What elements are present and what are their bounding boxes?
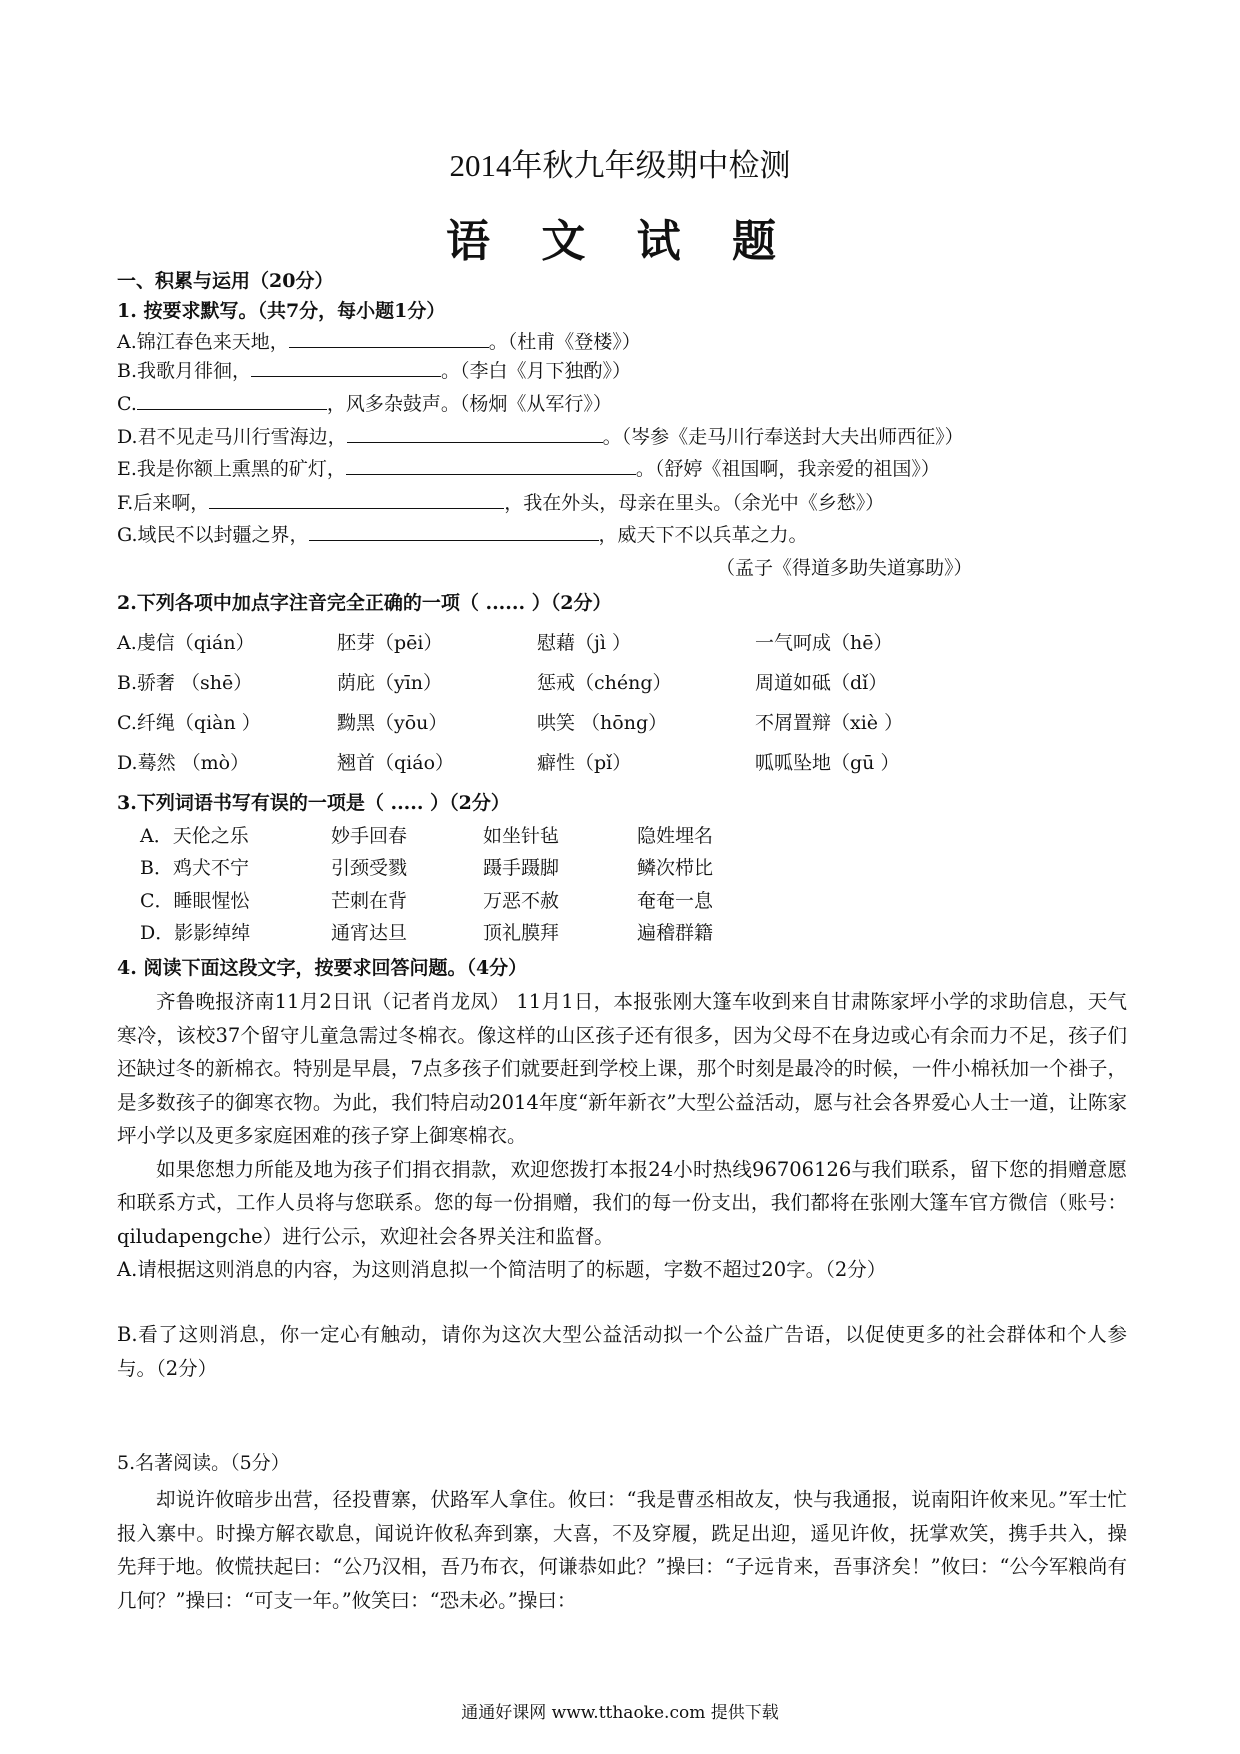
q1-item-g-text: G.域民不以封疆之界， xyxy=(117,524,309,546)
q4-passage-paragraph-2: 如果您想力所能及地为孩子们捐衣捐款，欢迎您拨打本报24小时热线96706126与我们联系，留下您的捐赠意愿和联系方式，工作人员将与您联系。您的每一份捐赠，我们的每一份支出，我们都将在张刚大篷车官方微信（账号：qiludapengche）进行公示，欢迎社会各界关注和监督。 xyxy=(117,1157,1127,1248)
q3-option-b-word3: 蹑手蹑脚 xyxy=(483,857,560,879)
q1-heading: 1. 按要求默写。（共7分，每小题1分） xyxy=(117,300,446,322)
q3-option-d-word4: 遍稽群籍 xyxy=(637,922,714,944)
q1-item-e-source: 。（舒婷《祖国啊，我亲爱的祖国》） xyxy=(635,458,940,480)
q4-heading: 4. 阅读下面这段文字，按要求回答问题。（4分） xyxy=(117,957,528,979)
q1-item-a-text: A.锦江春色来天地， xyxy=(117,331,289,353)
answer-blank[interactable] xyxy=(251,358,441,377)
answer-blank[interactable] xyxy=(289,329,489,348)
q3-option-a-word2: 妙手回春 xyxy=(331,825,408,847)
q3-option-a: A．天伦之乐 xyxy=(140,825,249,847)
subject-title: 语 文 试 题 xyxy=(446,216,794,267)
q1-item-e-text: E.我是你额上熏黑的矿灯， xyxy=(117,458,346,480)
q1-item-d-text: D.君不见走马川行雪海边， xyxy=(117,426,347,448)
exam-title: 2014年秋九年级期中检测 xyxy=(449,148,791,183)
q3-option-a-word4: 隐姓埋名 xyxy=(637,825,714,847)
q1-item-b-source: 。（李白《月下独酌》） xyxy=(441,360,632,382)
q1-item-g xyxy=(117,522,808,548)
q2-option-d-word4: 呱呱坠地（gū ） xyxy=(755,752,900,774)
q3-option-d-word3: 顶礼膜拜 xyxy=(483,922,560,944)
q4-passage xyxy=(117,985,1127,1253)
q3-option-c-word2: 芒刺在背 xyxy=(331,890,408,912)
q1-item-e xyxy=(117,456,940,482)
q4-question-b: B.看了这则消息，你一定心有触动，请你为这次大型公益活动拟一个公益广告语，以促使更多的社会群体和个人参与。（2分） xyxy=(117,1323,1127,1380)
q1-item-g-source: ，威天下不以兵革之力。 xyxy=(598,524,808,546)
q1-item-b-text: B.我歌月徘徊， xyxy=(117,360,252,382)
answer-blank[interactable] xyxy=(347,424,603,443)
q2-option-d: D.蓦然 （mò） xyxy=(117,752,250,774)
q1-item-d-source: 。（岑参《走马川行奉送封大夫出师西征》） xyxy=(602,426,964,448)
q5-passage xyxy=(117,1483,1127,1617)
q1-item-a-source: 。（杜甫《登楼》） xyxy=(488,331,641,353)
q1-item-a xyxy=(117,329,641,355)
q3-option-b-word2: 引颈受戮 xyxy=(331,857,408,879)
q1-item-c xyxy=(117,391,612,417)
q1-item-c-source: ，风多杂鼓声。（杨炯《从军行》） xyxy=(326,393,612,415)
q5-passage-paragraph: 却说许攸暗步出营，径投曹寨，伏路军人拿住。攸曰：“我是曹丞相故友，快与我通报，说南阳许攸来见。”军士忙报入寨中。时操方解衣歇息，闻说许攸私奔到寨，大喜，不及穿履，跣足出迎，遥见许攸，抚掌欢笑，携手共入，操先拜于地。攸慌扶起曰：“公乃汉相，吾乃布衣，何谦恭如此？”操曰：“子远肯来，吾事济矣！”攸曰：“公今军粮尚有几何？”操曰：“可支一年。”攸笑曰：“恐未必。”操曰： xyxy=(117,1488,1127,1612)
q3-option-a-word3: 如坐针毡 xyxy=(483,825,560,847)
page-footer: 通通好课网 www.tthaoke.com 提供下载 xyxy=(461,1703,779,1723)
q2-option-a-word2: 胚芽（pēi） xyxy=(337,632,443,654)
q2-option-a: A.虔信（qián） xyxy=(117,632,255,654)
q3-option-b: B．鸡犬不宁 xyxy=(140,857,249,879)
q2-option-c: C.纤绳（qiàn ） xyxy=(117,712,261,734)
q3-option-c: C．睡眼惺忪 xyxy=(140,890,250,912)
q2-option-b-word2: 荫庇（yīn） xyxy=(337,672,443,694)
q1-item-f xyxy=(117,490,884,516)
q2-option-a-word3: 慰藉（jì ） xyxy=(537,632,632,654)
q2-option-d-word3: 癖性（pǐ） xyxy=(537,752,632,774)
q1-item-d xyxy=(117,424,964,450)
q2-option-c-word2: 黝黑（yōu） xyxy=(337,712,448,734)
answer-blank[interactable] xyxy=(309,522,599,541)
q3-option-d-word2: 通宵达旦 xyxy=(331,922,408,944)
q2-option-b-word3: 惩戒（chéng） xyxy=(537,672,672,694)
answer-blank[interactable] xyxy=(346,456,636,475)
q2-option-d-word2: 翘首（qiáo） xyxy=(337,752,455,774)
answer-blank[interactable] xyxy=(209,490,504,509)
q4-question-a: A.请根据这则消息的内容，为这则消息拟一个简洁明了的标题，字数不超过20字。（2分） xyxy=(117,1258,887,1281)
q2-heading: 2.下列各项中加点字注音完全正确的一项（ ...... ）（2分） xyxy=(117,592,612,614)
q4-passage-paragraph-1: 齐鲁晚报济南11月2日讯（记者肖龙凤） 11月1日，本报张刚大篷车收到来自甘肃陈家坪小学的求助信息，天气寒冷，该校37个留守儿童急需过冬棉衣。像这样的山区孩子还有很多，因为父母不在身边或心有余而力不足，孩子们还缺过冬的新棉衣。特别是早晨，7点多孩子们就要赶到学校上课，那个时刻是最冷的时候，一件小棉袄加一个褂子，是多数孩子的御寒衣物。为此，我们特启动2014年度“新年新衣”大型公益活动，愿与社会各界爱心人士一道，让陈家坪小学以及更多家庭困难的孩子穿上御寒棉衣。 xyxy=(117,990,1127,1147)
q1-item-c-text: C. xyxy=(117,393,137,415)
q3-option-d: D．影影绰绰 xyxy=(140,922,251,944)
q3-option-c-word4: 奄奄一息 xyxy=(637,890,714,912)
q1-item-f-text: F.后来啊， xyxy=(117,492,210,514)
q3-option-b-word4: 鳞次栉比 xyxy=(637,857,714,879)
q1-item-g-source-line: （孟子《得道多助失道寡助》） xyxy=(716,557,973,579)
q2-option-c-word3: 哄笑 （hōng） xyxy=(537,712,668,734)
q1-item-b xyxy=(117,358,631,384)
q2-option-c-word4: 不屑置辩（xiè ） xyxy=(755,712,904,734)
q2-option-a-word4: 一气呵成（hē） xyxy=(755,632,893,654)
section-heading: 一、积累与运用（20分） xyxy=(117,270,334,292)
answer-blank[interactable] xyxy=(137,391,327,410)
q2-option-b-word4: 周道如砥（dǐ） xyxy=(755,672,888,694)
q5-heading: 5.名著阅读。（5分） xyxy=(117,1452,290,1474)
q3-heading: 3.下列词语书写有误的一项是（ ..... ）（2分） xyxy=(117,792,510,814)
q2-option-b: B.骄奢 （shē） xyxy=(117,672,253,694)
q1-item-f-source: ，我在外头，母亲在里头。（余光中《乡愁》） xyxy=(504,492,885,514)
q3-option-c-word3: 万恶不赦 xyxy=(483,890,560,912)
